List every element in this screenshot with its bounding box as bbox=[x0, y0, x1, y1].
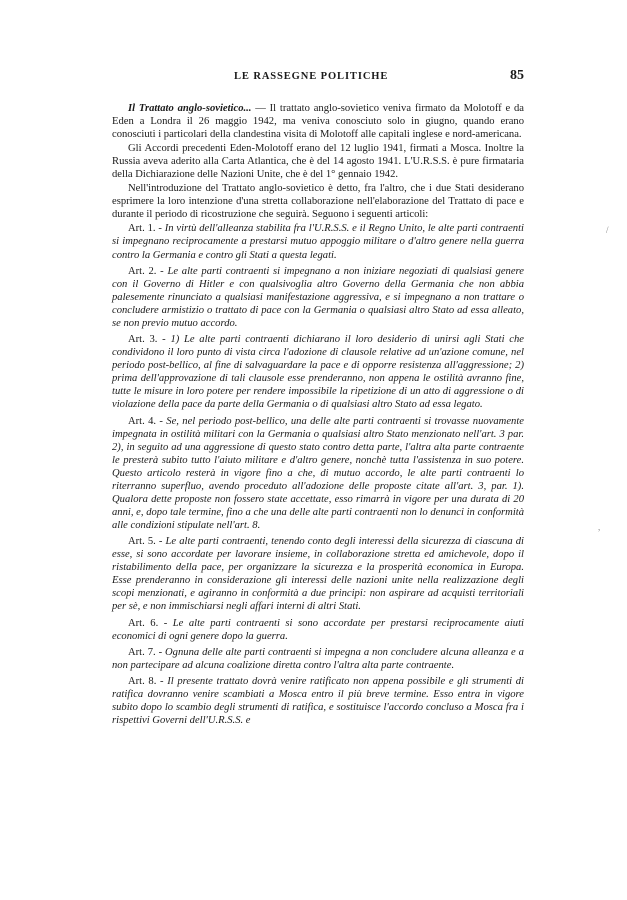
article-label: Art. 3. - bbox=[128, 334, 171, 346]
page-number: 85 bbox=[510, 68, 524, 83]
intro-paragraph-1 bbox=[112, 102, 524, 141]
intro-text-1: — Il trattato anglo-sovietico veniva firmato da Molotoff e da Eden a Londra il 26 maggio 1942, ma veniva conosciuto solo in giugno, quando erano conosciuti i particolari della clandestina visita di Molotoff alle capitali inglese e nord-americana. bbox=[112, 103, 524, 141]
article-8 bbox=[112, 675, 524, 727]
article-text: Le alte parti contraenti si impegnano a non iniziare negoziati di qualsiasi genere con il Governo di Hitler e con qualsivoglia altro Governo della Germania che non abbia palesemente rinunciato a qualsiasi manifestazione aggressiva, e si impegnano a non trattare o concludere armistizio o trattato di pace con la Germania o qualsiasi altro Stato ad essa alleato, se non previo mutuo accordo. bbox=[112, 265, 524, 329]
intro-paragraph-2: Gli Accordi precedenti Eden-Molotoff erano del 12 luglio 1941, firmati a Mosca. Inoltre la Russia aveva aderito alla Carta Atlantica, che è del 14 agosto 1941. L'U.R.S.S. è pure firmataria della Dichiarazione delle Nazioni Unite, che è del 1° gennaio 1942. bbox=[112, 143, 524, 181]
article-label: Art. 8. - bbox=[128, 676, 168, 688]
article-text: In virtù dell'alleanza stabilita fra l'U.R.S.S. e il Regno Unito, le alte parti contraenti si impegnano reciprocamente a prestarsi mutuo appoggio militare o d'altro genere nella guerra contro la Germania e contro gli Stati a questa legati. bbox=[112, 223, 524, 261]
article-label: Art. 4. - bbox=[128, 415, 167, 427]
article-text: 1) Le alte parti contraenti dichiarano il loro desiderio di unirsi agli Stati che condividono il loro punto di vista circa l'adozione di clausole relative ad un'azione comune, nel periodo post-bellico, al fine di salvaguardare la pace e di opporre resistenza all'aggressione; 2) prima dell'approvazione di tali clausole esse prenderanno, non appena le ostilità avranno fine, tutte le misure in loro potere per rendere impossibile la ripetizione di un atto di aggressione o di violazione della pace da parte della Germania o di qualsiasi altro Stato ad essa legato. bbox=[112, 334, 524, 411]
running-title: LE RASSEGNE POLITICHE bbox=[234, 71, 389, 82]
article-4 bbox=[112, 415, 524, 532]
page-body bbox=[112, 102, 524, 731]
margin-mark: / bbox=[606, 225, 609, 235]
article-text: Le alte parti contraenti si sono accordate per prestarsi reciprocamente aiuti economici di ogni genere dopo la guerra. bbox=[112, 617, 524, 642]
article-text: Il presente trattato dovrà venire ratificato non appena possibile e gli strumenti di ratifica dovranno venire scambiati a Mosca entro il più breve termine. Esso entra in vigore subito dopo lo scambio degli strumenti di ratifica, e sostituisce l'accordo concluso a Mosca fra i rispettivi Governi dell'U.R.S.S. e bbox=[112, 676, 524, 727]
page-header bbox=[112, 68, 524, 86]
article-label: Art. 7. - bbox=[128, 647, 166, 658]
article-6 bbox=[112, 617, 524, 643]
intro-paragraph-3: Nell'introduzione del Trattato anglo-sovietico è detto, fra l'altro, che i due Stati desiderano esprimere la loro intenzione d'una stretta collaborazione nell'elaborazione del Trattato di pace e durante il periodo di ricostruzione che seguirà. Seguono i seguenti articoli: bbox=[112, 183, 524, 221]
margin-mark: , bbox=[598, 522, 601, 532]
article-3 bbox=[112, 333, 524, 411]
article-text: Le alte parti contraenti, tenendo conto degli interessi della sicurezza di ciascuna di esse, si sono accordate per lavorare insieme, in collaborazione stretta ed amichevole, dopo il ristabilimento della pace, per organizzare la sicurezza e la prosperità economica in Europa. Esse prenderanno in considerazione gli interessi delle nazioni unite nella realizzazione degli scopi menzionati, e agiranno in conformità a due principi: non aspirare ad acquisti territoriali per sè, e non immischiarsi negli affari interni di altri Stati. bbox=[112, 536, 524, 613]
article-1 bbox=[112, 222, 524, 261]
article-5 bbox=[112, 535, 524, 613]
section-lead: Il Trattato anglo-sovietico... bbox=[128, 103, 252, 114]
article-2 bbox=[112, 265, 524, 330]
article-label: Art. 6. - bbox=[128, 617, 173, 629]
article-label: Art. 1. - bbox=[128, 223, 165, 235]
article-text: Ognuna delle alte parti contraenti si impegna a non concludere alcuna alleanza e a non partecipare ad alcuna coalizione diretta contro l'altra alta parte contraente. bbox=[112, 647, 524, 672]
article-text: Se, nel periodo post-bellico, una delle alte parti contraenti si trovasse nuovamente impegnata in ostilità militari con la Germania o qualsiasi altro Stato menzionato nell'art. 3 par. 2), in seguito ad una aggressione di questo stato contro detta parte, l'altra alta parte contraente le presterà subito tutto l'aiuto militare e d'altro genere, nonchè tutta l'assistenza in suo potere. Questo articolo resterà in vigore fino a che, di mutuo accordo, le alte parti contraenti lo riterranno superfluo, avendo proceduto all'adozione delle proposte citate all'art. 3, par. 1). Qualora dette proposte non fossero state accettate, esso rimarrà in vigore per una durata di 20 anni, e, dopo tale termine, fino a che una delle alte parti contraenti non lo denunci in conformità alle condizioni stipulate nell'art. 8. bbox=[112, 415, 524, 532]
article-label: Art. 2. - bbox=[128, 265, 168, 277]
article-label: Art. 5. - bbox=[128, 536, 166, 548]
article-7 bbox=[112, 646, 524, 672]
